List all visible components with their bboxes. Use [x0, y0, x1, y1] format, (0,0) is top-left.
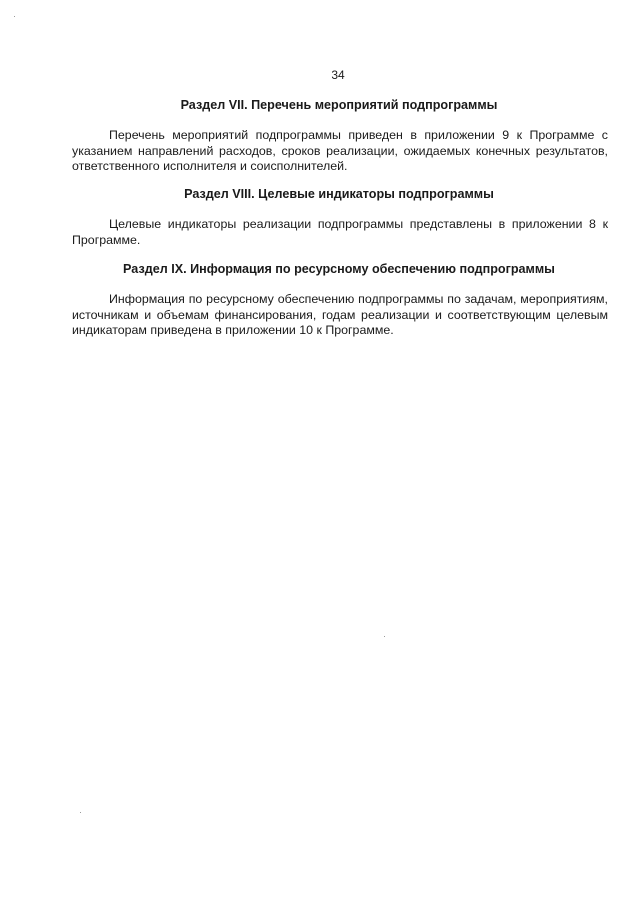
scan-speck [14, 16, 15, 17]
section-7-heading: Раздел VII. Перечень мероприятий подпрограммы [180, 98, 498, 112]
page-number: 34 [331, 68, 345, 82]
section-9-heading: Раздел IX. Информация по ресурсному обеспечению подпрограммы [123, 262, 555, 276]
scan-speck [384, 636, 385, 637]
section-8-heading: Раздел VIII. Целевые индикаторы подпрограммы [184, 187, 494, 201]
section-7-paragraph: Перечень мероприятий подпрограммы приведен в приложении 9 к Программе с указанием направлений расходов, сроков реализации, ожидаемых конечных результатов, ответственного исполнителя и соисполнителей. [72, 128, 608, 173]
section-9-paragraph: Информация по ресурсному обеспечению подпрограммы по задачам, мероприятиям, источникам и объемам финансирования, годам реализации и соответствующим целевым индикаторам приведена в приложении 10 к Программе. [72, 292, 608, 337]
section-8-paragraph: Целевые индикаторы реализации подпрограммы представлены в приложении 8 к Программе. [72, 217, 608, 247]
scan-speck [80, 812, 81, 813]
